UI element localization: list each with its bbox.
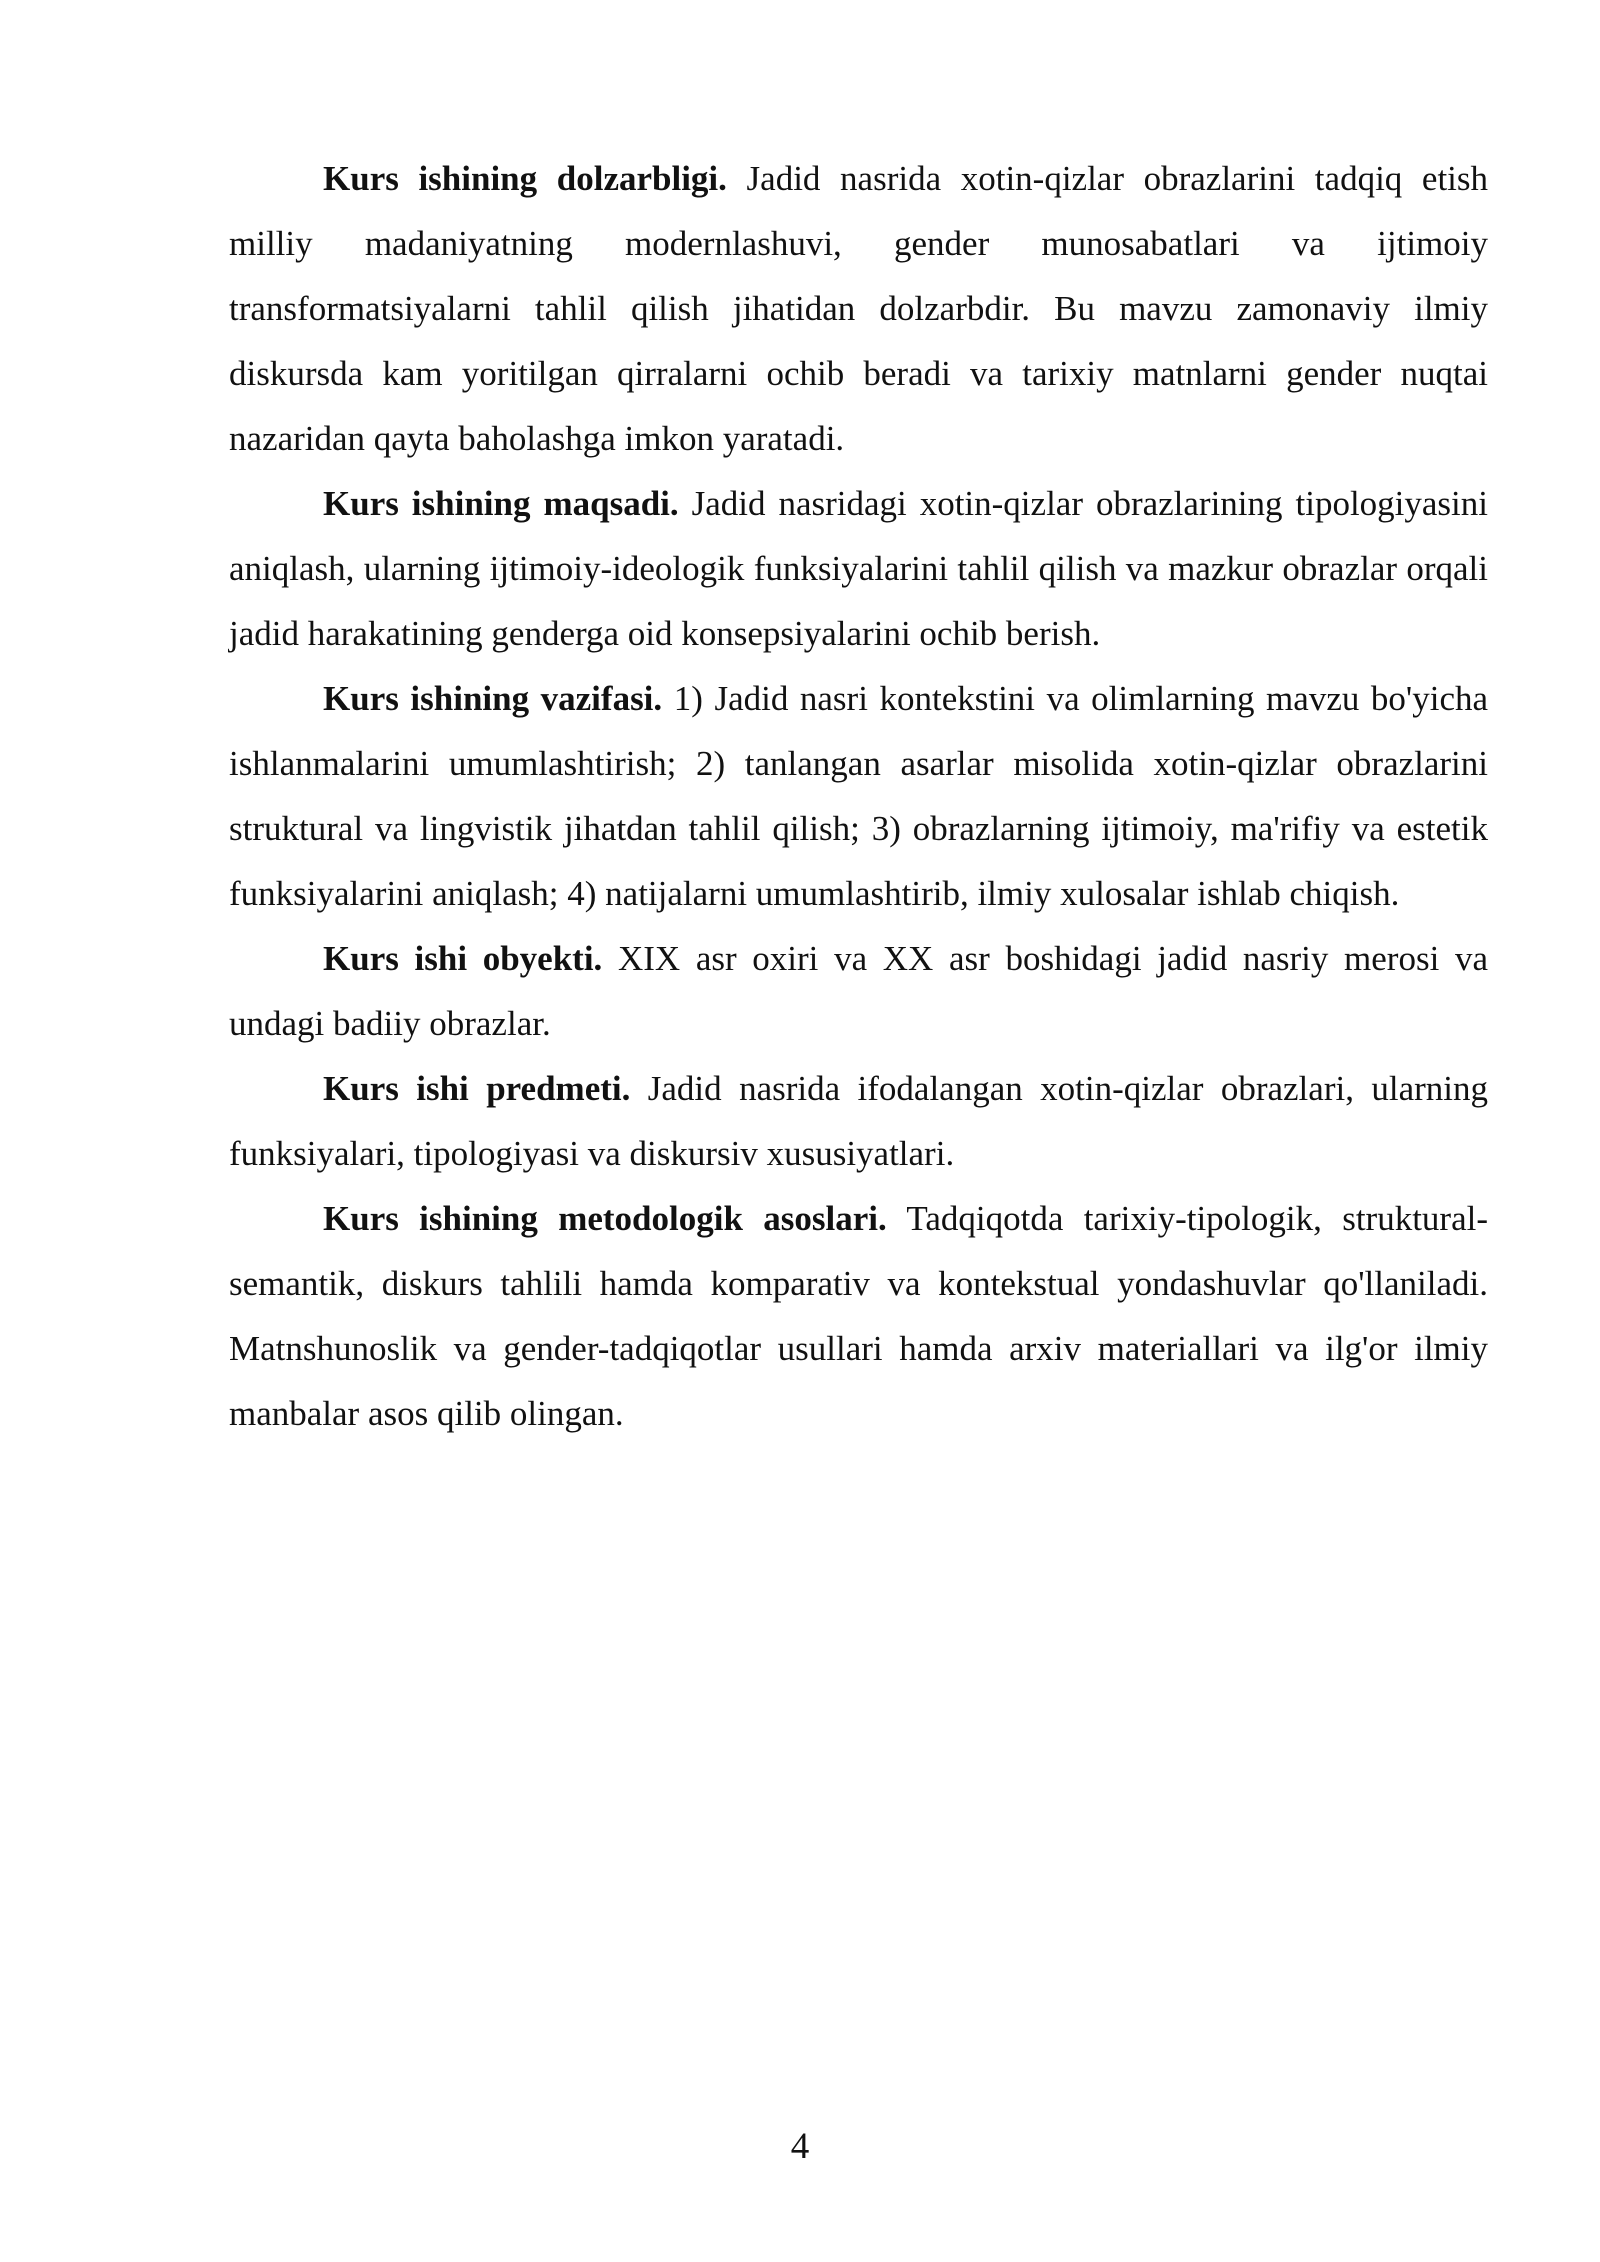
paragraph-text: Tadqiqotda tarixiy-tipologik, struktural-semantik, diskurs tahlili hamda komparativ va kontekstual yondashuvlar qo'llaniladi. Matnshunoslik va gender-tadqiqotlar usullari hamda arxiv materiallari va ilg'or ilmiy manbalar asos qilib olingan. — [229, 1199, 1488, 1433]
paragraph-text: Jadid nasrida ifodalangan xotin-qizlar obrazlari, ularning funksiyalari, tipologiyasi va diskursiv xususiyatlari. — [229, 1069, 1488, 1173]
paragraph-metodologik-asoslari — [229, 1186, 1488, 1446]
paragraph-text: XIX asr oxiri va XX asr boshidagi jadid nasriy merosi va undagi badiiy obrazlar. — [229, 939, 1488, 1043]
paragraph-text: Jadid nasridagi xotin-qizlar obrazlarining tipologiyasini aniqlash, ularning ijtimoiy-ideologik funksiyalarini tahlil qilish va mazkur obrazlar orqali jadid harakatining genderga oid konsepsiyalarini ochib berish. — [229, 484, 1488, 653]
paragraph-heading: Kurs ishining metodologik asoslari. — [323, 1199, 887, 1238]
paragraph-heading: Kurs ishi predmeti. — [323, 1069, 631, 1108]
paragraph-heading: Kurs ishining dolzarbligi. — [323, 159, 727, 198]
paragraph-maqsadi — [229, 471, 1488, 666]
paragraph-heading: Kurs ishi obyekti. — [323, 939, 603, 978]
paragraph-text: 1) Jadid nasri kontekstini va olimlarning mavzu bo'yicha ishlanmalarini umumlashtirish; 2) tanlangan asarlar misolida xotin-qizlar obrazlarini struktural va lingvistik jihatdan tahlil qilish; 3) obrazlarning ijtimoiy, ma'rifiy va estetik funksiyalarini aniqlash; 4) natijalarni umumlashtirib, ilmiy xulosalar ishlab chiqish. — [229, 679, 1489, 913]
paragraph-heading: Kurs ishining vazifasi. — [323, 679, 663, 718]
paragraph-predmeti — [229, 1056, 1488, 1186]
paragraph-vazifasi — [229, 666, 1488, 926]
paragraph-dolzarbligi — [229, 146, 1488, 471]
page-number: 4 — [790, 2126, 810, 2167]
document-page — [229, 146, 1488, 1446]
paragraph-text: Jadid nasrida xotin-qizlar obrazlarini tadqiq etish milliy madaniyatning modernlashuvi, gender munosabatlari va ijtimoiy transformatsiyalarni tahlil qilish jihatidan dolzarbdir. Bu mavzu zamonaviy ilmiy diskursda kam yoritilgan qirralarni ochib beradi va tarixiy matnlarni gender nuqtai nazaridan qayta baholashga imkon yaratadi. — [229, 159, 1489, 458]
paragraph-heading: Kurs ishining maqsadi. — [323, 484, 679, 523]
paragraph-obyekti — [229, 926, 1488, 1056]
